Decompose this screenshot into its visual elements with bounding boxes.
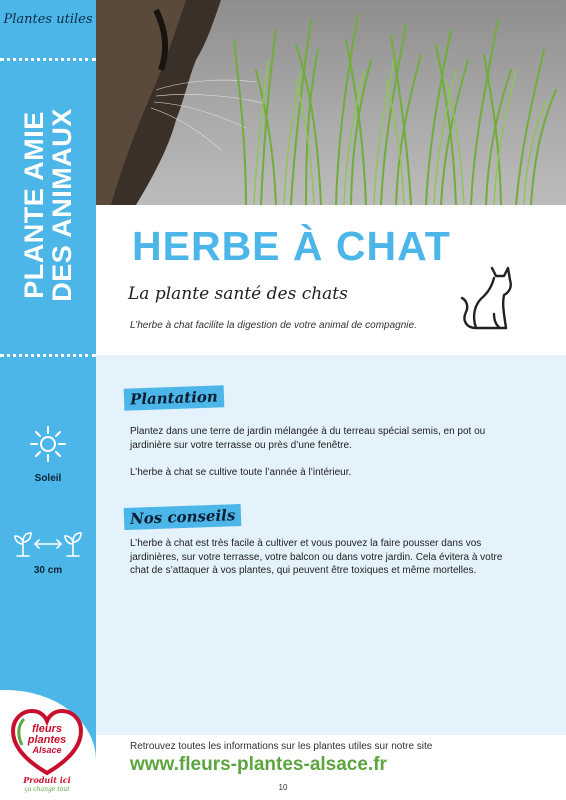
page-number: 10 xyxy=(278,783,288,792)
conseils-paragraph: L’herbe à chat est très facile à cultiver et vous pouvez la faire pousser dans vos jardinières, sur votre terrasse, votre balcon ou dans votre jardin. Cela évitera à votre chat de s’attaquer à vos plantes, qui peuvent être toxiques et même mortelles. xyxy=(130,538,503,576)
logo-line1: fleurs xyxy=(32,723,62,735)
dotted-divider-middle xyxy=(0,354,96,357)
footer-text: Retrouvez toutes les informations sur les plantes utiles sur notre site xyxy=(130,741,433,752)
category-label: Plantes utiles xyxy=(3,12,93,27)
page-subtitle: La plante santé des chats xyxy=(128,284,348,304)
sun-icon xyxy=(0,424,96,464)
sidebar xyxy=(0,0,96,800)
plantation-paragraph-2: L’herbe à chat se cultive toute l’année à l’intérieur. xyxy=(130,467,352,478)
website-link[interactable]: www.fleurs-plantes-alsace.fr xyxy=(130,754,387,775)
section-heading-plantation: Plantation xyxy=(124,385,225,410)
vertical-title-line2: DES ANIMAUX xyxy=(47,108,77,302)
cat-icon xyxy=(458,262,520,337)
logo-line3: Alsace xyxy=(32,745,62,755)
vertical-category-title xyxy=(20,108,76,302)
sun-caption: Soleil xyxy=(34,473,62,484)
plantation-paragraph-1: Plantez dans une terre de jardin mélangée à du terreau spécial semis, en pot ou jardinière sur votre terrasse ou près d’une fenêtre. xyxy=(130,426,486,451)
page-title: HERBE À CHAT xyxy=(132,223,451,269)
logo-line2: plantes xyxy=(27,734,67,746)
cat-grass-photo xyxy=(96,0,566,205)
plant-spacing-icon xyxy=(0,528,96,558)
vertical-title-line1: PLANTE AMIE xyxy=(19,111,49,299)
intro-text: L’herbe à chat facilite la digestion de votre animal de compagnie. xyxy=(130,320,417,331)
logo-slogan2: ça change tout xyxy=(24,786,70,793)
spacing-caption: 30 cm xyxy=(33,565,63,576)
logo-slogan1: Produit ici xyxy=(23,775,71,785)
dotted-divider-top xyxy=(0,58,96,61)
section-heading-conseils: Nos conseils xyxy=(124,504,242,530)
